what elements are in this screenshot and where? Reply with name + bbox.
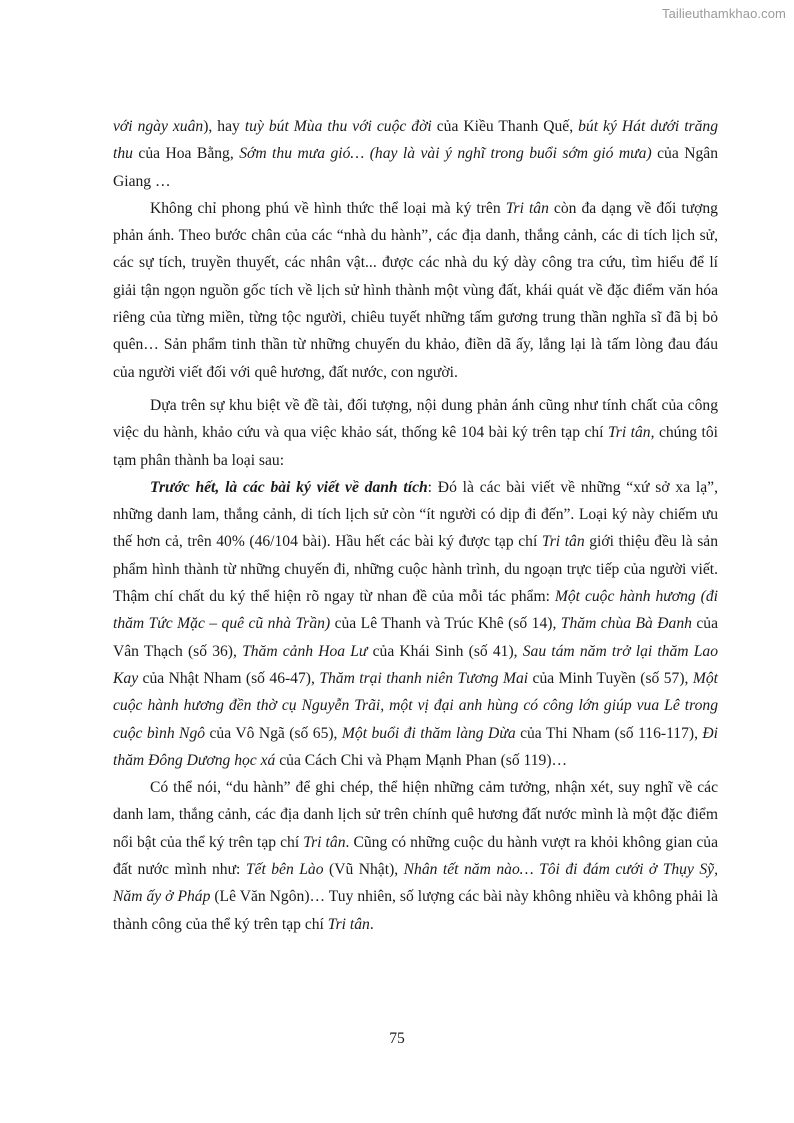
text-run: Dựa trên sự khu biệt về đề tài, đối tượng, nội dung phản ánh cũng như tính chất của công việc du hành, khảo cứu và qua việc khảo sát, thống kê 104 bài ký trên tạp chí bbox=[113, 396, 718, 442]
text-run: của Cách Chi và Phạm Mạnh Phan (số 119)… bbox=[275, 751, 568, 769]
text-run: của Nhật Nham (số 46-47), bbox=[138, 669, 320, 687]
italic-title: Tri tân bbox=[303, 833, 346, 851]
italic-title: Đi thăm Đông Dương học xá bbox=[113, 724, 719, 769]
italic-title: Tri tân bbox=[327, 915, 370, 933]
page-number: 75 bbox=[389, 1030, 405, 1047]
italic-title: Tri tân bbox=[607, 424, 651, 442]
italic-title: với ngày xuân bbox=[113, 118, 204, 135]
italic-title: Tri tân bbox=[541, 533, 585, 551]
document-body bbox=[113, 113, 718, 938]
italic-title: Sau tám năm trở lại thăm Lao Kay bbox=[113, 642, 718, 687]
text-run: , chúng tôi tạm phân thành ba loại sau: bbox=[113, 424, 718, 469]
text-run: (Vũ Nhật), bbox=[323, 861, 404, 879]
bold-italic-heading: Trước hết, là các bài ký viết về danh tích bbox=[150, 478, 428, 496]
text-run: của Ngân Giang … bbox=[113, 145, 718, 190]
text-run: giới thiệu đều là sản phẩm hình thành từ những chuyến đi, những cuộc hành trình, du ngoạn trực tiếp của người viết. Thậm chí chất du ký thể hiện rõ ngay từ nhan đề của mỗi tác phẩm: bbox=[113, 533, 719, 606]
italic-title: Tết bên Lào bbox=[245, 861, 324, 879]
italic-title: Thăm chùa Bà Đanh bbox=[560, 615, 692, 633]
text-run: . bbox=[369, 915, 374, 933]
text-run: Có thể nói, “du hành” để ghi chép, thể hiện những cảm tưởng, nhận xét, suy nghĩ về các danh lam, thắng cảnh, các địa danh lịch sử trên chính quê hương đất nước mình là một đặc điểm nổi bật của thể ký trên tạp chí bbox=[113, 779, 718, 851]
text-run: của Hoa Bằng, bbox=[132, 145, 240, 163]
text-run: của Lê Thanh và Trúc Khê (số 14), bbox=[330, 615, 561, 633]
italic-title: tuỳ bút Mùa thu với cuộc đời bbox=[244, 118, 432, 135]
text-run: : Đó là các bài viết về những “xứ sở xa lạ”, những danh lam, thắng cảnh, di tích lịch sử còn “ít người có dịp đi đến”. Loại ký này chiếm ưu thế hơn cả, trên 40% (46/104 bài). Hầu hết các bài ký được tạp chí bbox=[113, 478, 718, 551]
text-run: của Khái Sinh (số 41), bbox=[367, 642, 523, 660]
text-run: của Thi Nham (số 116-117), bbox=[515, 724, 703, 742]
text-run: còn đa dạng về đối tượng phản ánh. Theo bước chân của các “nhà du hành”, các địa danh, thắng cảnh, các di tích lịch sử, các sự tích, truyền thuyết, các nhân vật... được các nhà du ký dày công tra cứu, tìm hiểu để lí giải tận ngọn nguồn gốc tích về lịch sử hình thành một vùng đất, khái quát về đặc điểm văn hóa riêng của từng miền, từng tộc người, chiêu tuyết những tấm gương trung thần nghĩa sĩ đã bị bỏ quên… Sản phẩm tinh thần từ những chuyến du khảo, điền dã ấy, lắng lại là tấm lòng đau đáu của người viết đối với quê hương, đất nước, con người. bbox=[113, 199, 718, 381]
paragraph-2 bbox=[113, 195, 718, 386]
italic-title: Tri tân bbox=[505, 199, 549, 217]
text-run: Không chỉ phong phú về hình thức thể loại mà ký trên bbox=[150, 199, 506, 217]
italic-title: Một cuộc hành hương (đi thăm Tức Mặc – quê cũ nhà Trần) bbox=[113, 588, 718, 633]
paragraph-5 bbox=[113, 774, 718, 938]
italic-title: Nhân tết năm nào… Tôi đi đám cưới ở Thụy Sỹ, Năm ấy ở Pháp bbox=[113, 861, 718, 906]
paragraph-4 bbox=[113, 474, 718, 774]
text-run: của Kiều Thanh Quế, bbox=[431, 118, 579, 135]
italic-title: Thăm trại thanh niên Tương Mai bbox=[319, 669, 529, 687]
paragraph-3 bbox=[113, 392, 718, 474]
italic-title: Một buổi đi thăm làng Dừa bbox=[341, 724, 516, 742]
text-run: . Cũng có những cuộc du hành vượt ra khỏi không gian của đất nước mình như: bbox=[113, 833, 719, 879]
italic-title: bút ký Hát dưới trăng thu bbox=[113, 118, 719, 163]
italic-title: Một cuộc hành hương đền thờ cụ Nguyễn Trãi, một vị đại anh hùng có công lớn giúp vua Lê trong cuộc bình Ngô bbox=[113, 669, 718, 742]
text-run: của Minh Tuyền (số 57), bbox=[528, 669, 693, 687]
watermark-text: Tailieuthamkhao.com bbox=[661, 6, 786, 21]
italic-title: Thăm cảnh Hoa Lư bbox=[242, 642, 368, 660]
text-run: (Lê Văn Ngôn)… Tuy nhiên, số lượng các bài này không nhiều và không phải là thành công của thể ký trên tạp chí bbox=[113, 888, 718, 933]
text-run: ), hay bbox=[203, 118, 245, 135]
italic-title: Sớm thu mưa gió… (hay là vài ý nghĩ trong buổi sớm gió mưa) bbox=[239, 145, 652, 163]
text-run: của Vân Thạch (số 36), bbox=[113, 615, 719, 660]
text-run: của Vô Ngã (số 65), bbox=[205, 724, 342, 742]
paragraph-1 bbox=[113, 113, 718, 195]
